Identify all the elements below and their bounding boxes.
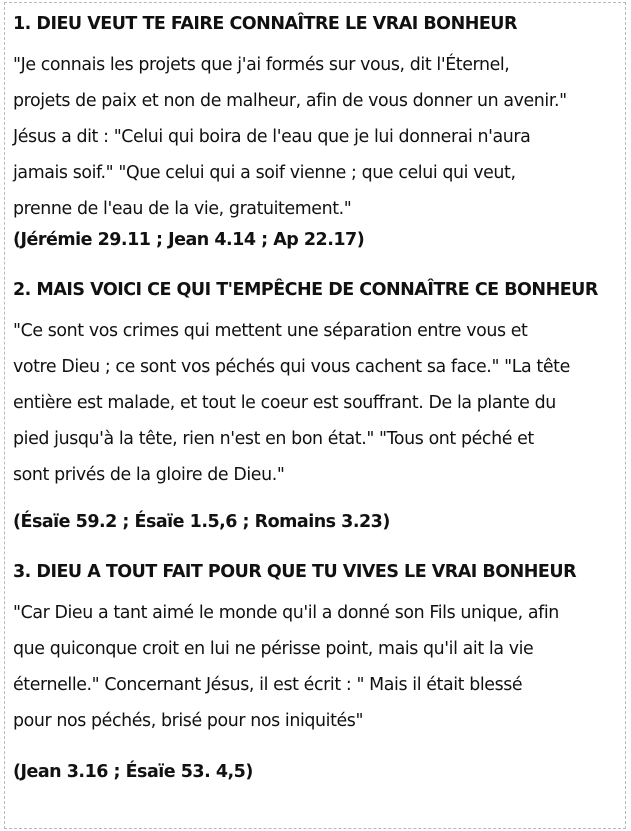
text-line: votre Dieu ; ce sont vos péchés qui vous cachent sa face." "La tête <box>13 357 570 377</box>
text-line: entière est malade, et tout le coeur est souffrant. De la plante du <box>13 393 556 413</box>
text-line: pied jusqu'à la tête, rien n'est en bon état." "Tous ont péché et <box>13 429 534 449</box>
text-line: éternelle." Concernant Jésus, il est écrit : " Mais il était blessé <box>13 675 523 695</box>
section-1-text <box>13 47 617 227</box>
text-line: projets de paix et non de malheur, afin de vous donner un avenir." <box>13 91 567 111</box>
section-2-heading: 2. MAIS VOICI CE QUI T'EMPÊCHE DE CONNAÎTRE CE BONHEUR <box>13 280 598 300</box>
section-1-heading: 1. DIEU VEUT TE FAIRE CONNAÎTRE LE VRAI BONHEUR <box>13 14 517 34</box>
text-line: "Ce sont vos crimes qui mettent une séparation entre vous et <box>13 321 528 341</box>
section-2-reference: (Ésaïe 59.2 ; Ésaïe 1.5,6 ; Romains 3.23) <box>13 512 390 532</box>
section-3-text <box>13 595 617 739</box>
text-line: que quiconque croit en lui ne périsse point, mais qu'il ait la vie <box>13 639 534 659</box>
document-page <box>4 2 626 829</box>
section-1-reference: (Jérémie 29.11 ; Jean 4.14 ; Ap 22.17) <box>13 230 365 250</box>
text-line: sont privés de la gloire de Dieu." <box>13 465 285 485</box>
text-line: Jésus a dit : "Celui qui boira de l'eau que je lui donnerai n'aura <box>13 127 531 147</box>
text-line: pour nos péchés, brisé pour nos iniquités" <box>13 711 364 731</box>
text-line: prenne de l'eau de la vie, gratuitement." <box>13 199 352 219</box>
section-3-heading: 3. DIEU A TOUT FAIT POUR QUE TU VIVES LE VRAI BONHEUR <box>13 562 577 582</box>
section-3-reference: (Jean 3.16 ; Ésaïe 53. 4,5) <box>13 762 253 782</box>
text-line: "Je connais les projets que j'ai formés sur vous, dit l'Éternel, <box>13 55 510 75</box>
text-line: jamais soif." "Que celui qui a soif vienne ; que celui qui veut, <box>13 163 516 183</box>
text-line: "Car Dieu a tant aimé le monde qu'il a donné son Fils unique, afin <box>13 603 559 623</box>
section-2-text <box>13 313 617 493</box>
